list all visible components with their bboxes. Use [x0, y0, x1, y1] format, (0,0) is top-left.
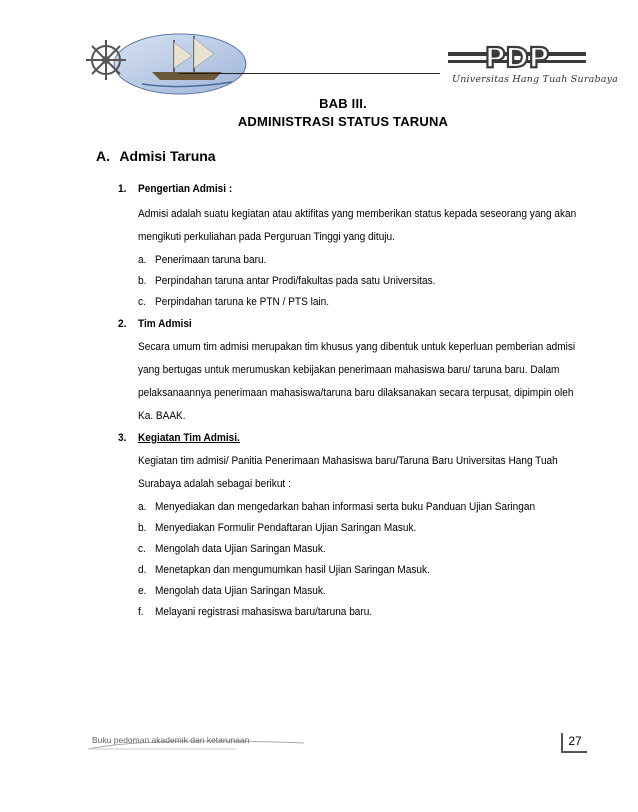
item-number: 2. — [118, 318, 127, 330]
list-letter: a. — [138, 501, 147, 513]
section-letter: A. — [96, 148, 110, 164]
item-number: 1. — [118, 183, 127, 195]
paragraph-line: pelaksanaannya penerimaan mahasiswa/taruna baru dilaksanakan secara terpusat, dipimpin oleh — [138, 387, 574, 399]
list-letter: b. — [138, 522, 147, 534]
paragraph-line: yang bertugas untuk merumuskan kebijakan penerimaan mahasiswa baru/ taruna baru. Dalam — [138, 364, 560, 376]
item-number: 3. — [118, 432, 127, 444]
list-letter: b. — [138, 275, 147, 287]
university-ship-logo — [82, 22, 252, 104]
list-item: Mengolah data Ujian Saringan Masuk. — [155, 585, 326, 597]
list-item: Menetapkan dan mengumumkan hasil Ujian Saringan Masuk. — [155, 564, 430, 576]
item-heading: Tim Admisi — [138, 318, 192, 330]
list-letter: e. — [138, 585, 147, 597]
chapter-number: BAB III. — [319, 96, 367, 111]
list-item: Mengolah data Ujian Saringan Masuk. — [155, 543, 326, 555]
paragraph-line: mengikuti perkuliahan pada Perguruan Tinggi yang dituju. — [138, 231, 395, 243]
section-heading — [96, 148, 216, 164]
svg-text:PDP: PDP — [484, 42, 550, 72]
list-item: Penerimaan taruna baru. — [155, 254, 267, 266]
list-item: Perpindahan taruna ke PTN / PTS lain. — [155, 296, 330, 308]
list-letter: f. — [138, 606, 144, 618]
item-heading: Kegiatan Tim Admisi. — [138, 432, 240, 444]
list-item: Perpindahan taruna antar Prodi/fakultas pada satu Universitas. — [155, 275, 436, 287]
paragraph-line: Secara umum tim admisi merupakan tim khusus yang dibentuk untuk keperluan pemberian admisi — [138, 341, 576, 353]
list-item: Menyediakan Formulir Pendaftaran Ujian Saringan Masuk. — [155, 522, 417, 534]
list-letter: c. — [138, 296, 146, 308]
chapter-title: ADMINISTRASI STATUS TARUNA — [237, 114, 449, 129]
section-title: Admisi Taruna — [119, 148, 216, 164]
header-rule — [178, 73, 440, 74]
footer-text: Buku pedoman akademik dan ketarunaan — [92, 735, 250, 745]
list-item: Menyediakan dan mengedarkan bahan informasi serta buku Panduan Ujian Saringan — [155, 501, 536, 513]
paragraph-line: Admisi adalah suatu kegiatan atau aktifitas yang memberikan status kepada seseorang yang akan — [138, 208, 577, 220]
page-number: 27 — [561, 733, 587, 753]
item-heading: Pengertian Admisi : — [138, 183, 233, 195]
paragraph-line: Ka. BAAK. — [138, 410, 186, 422]
header-brand — [440, 42, 619, 102]
list-letter: a. — [138, 254, 147, 266]
list-item: Melayani registrasi mahasiswa baru/taruna baru. — [155, 606, 373, 618]
paragraph-line: Kegiatan tim admisi/ Panitia Penerimaan Mahasiswa baru/Taruna Baru Universitas Hang Tuah — [138, 455, 558, 467]
pdp-logo-mark — [448, 42, 586, 72]
list-letter: c. — [138, 543, 146, 555]
paragraph-line: Surabaya adalah sebagai berikut : — [138, 478, 291, 490]
list-letter: d. — [138, 564, 147, 576]
brand-subtitle: Universitas Hang Tuah Surabaya — [452, 74, 619, 85]
